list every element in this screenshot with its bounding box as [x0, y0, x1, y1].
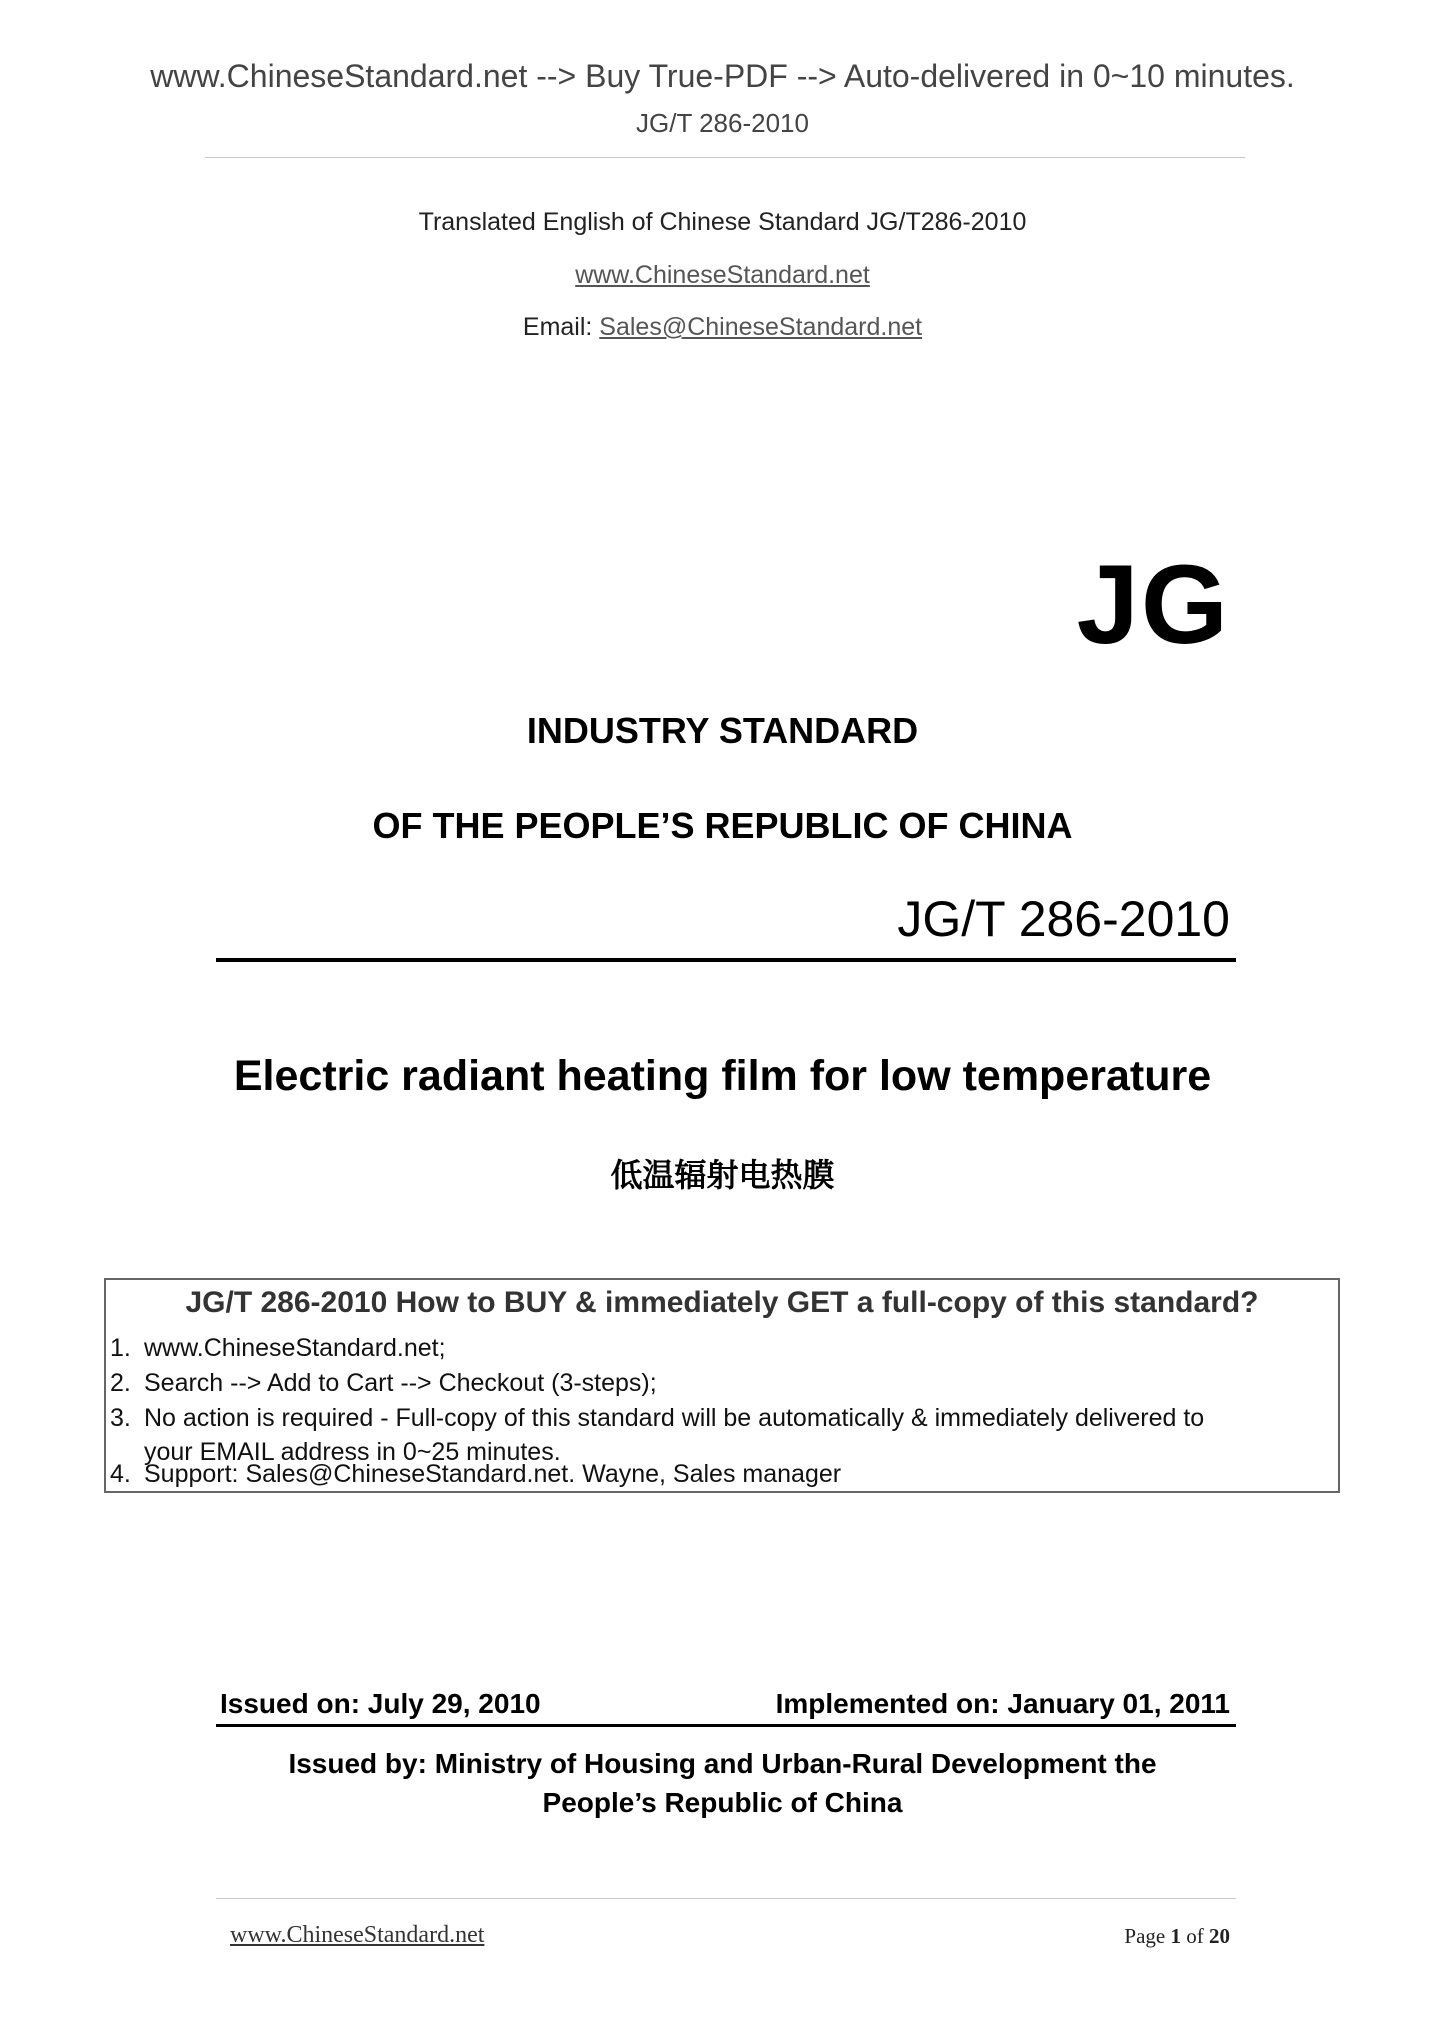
- buy-instructions-box: [104, 1278, 1340, 1493]
- standard-code: JG/T 286-2010: [897, 891, 1230, 947]
- standard-type-line1: INDUSTRY STANDARD: [526, 710, 919, 751]
- step-number: 1.: [110, 1334, 131, 1362]
- header-divider: [205, 157, 1245, 158]
- document-title-chinese: 低温辐射电热膜: [610, 1157, 835, 1193]
- step-number: 4.: [110, 1460, 131, 1488]
- footer-divider: [216, 1898, 1236, 1899]
- step-number: 2.: [110, 1369, 131, 1397]
- issuer-line1: Issued by: Ministry of Housing and Urban-Rural Development the: [288, 1748, 1157, 1779]
- buy-box-heading: JG/T 286-2010 How to BUY & immediately GET a full-copy of this standard?: [185, 1286, 1259, 1319]
- buy-step-4: [110, 1460, 841, 1489]
- implemented-on-date: Implemented on: January 01, 2011: [775, 1688, 1230, 1719]
- page-number: [980, 1924, 1230, 1949]
- website-link[interactable]: www.ChineseStandard.net: [575, 261, 870, 289]
- page-total: 20: [1209, 1924, 1230, 1948]
- document-title: Electric radiant heating film for low temperature: [233, 1052, 1212, 1100]
- buy-step-1: [110, 1334, 446, 1363]
- email-link[interactable]: Sales@ChineseStandard.net: [599, 313, 923, 341]
- step-text: Search --> Add to Cart --> Checkout (3-steps);: [144, 1369, 657, 1397]
- page-current: 1: [1170, 1924, 1181, 1948]
- code-divider: [216, 958, 1236, 962]
- page-label: Page: [1124, 1924, 1171, 1948]
- dates-divider: [216, 1724, 1236, 1727]
- top-banner: www.ChineseStandard.net --> Buy True-PDF --> Auto-delivered in 0~10 minutes.: [150, 58, 1295, 94]
- buy-step-3: [110, 1404, 1204, 1433]
- buy-step-2: [110, 1369, 657, 1398]
- issued-on-date: Issued on: July 29, 2010: [220, 1688, 541, 1719]
- footer-website-link[interactable]: www.ChineseStandard.net: [230, 1922, 485, 1948]
- step-number: 3.: [110, 1404, 131, 1432]
- translation-line: Translated English of Chinese Standard JG/T286-2010: [418, 208, 1027, 236]
- email-label: Email:: [522, 313, 600, 341]
- page-of-label: of: [1181, 1924, 1209, 1948]
- step-text: No action is required - Full-copy of this standard will be automatically & immediately delivered to: [144, 1404, 1205, 1432]
- header-standard-code: JG/T 286-2010: [636, 108, 809, 138]
- standard-type-line2: OF THE PEOPLE’S REPUBLIC OF CHINA: [372, 805, 1073, 846]
- jg-logo: JG: [1076, 542, 1230, 667]
- step-text: www.ChineseStandard.net;: [144, 1334, 446, 1362]
- step-text: your EMAIL address in 0~25 minutes.: [144, 1438, 561, 1466]
- website-link-wrap: [0, 261, 1445, 290]
- step-text: Support: Sales@ChineseStandard.net. Wayne, Sales manager: [144, 1460, 842, 1488]
- issuer-line2: People’s Republic of China: [542, 1787, 903, 1818]
- email-line: [0, 313, 1445, 342]
